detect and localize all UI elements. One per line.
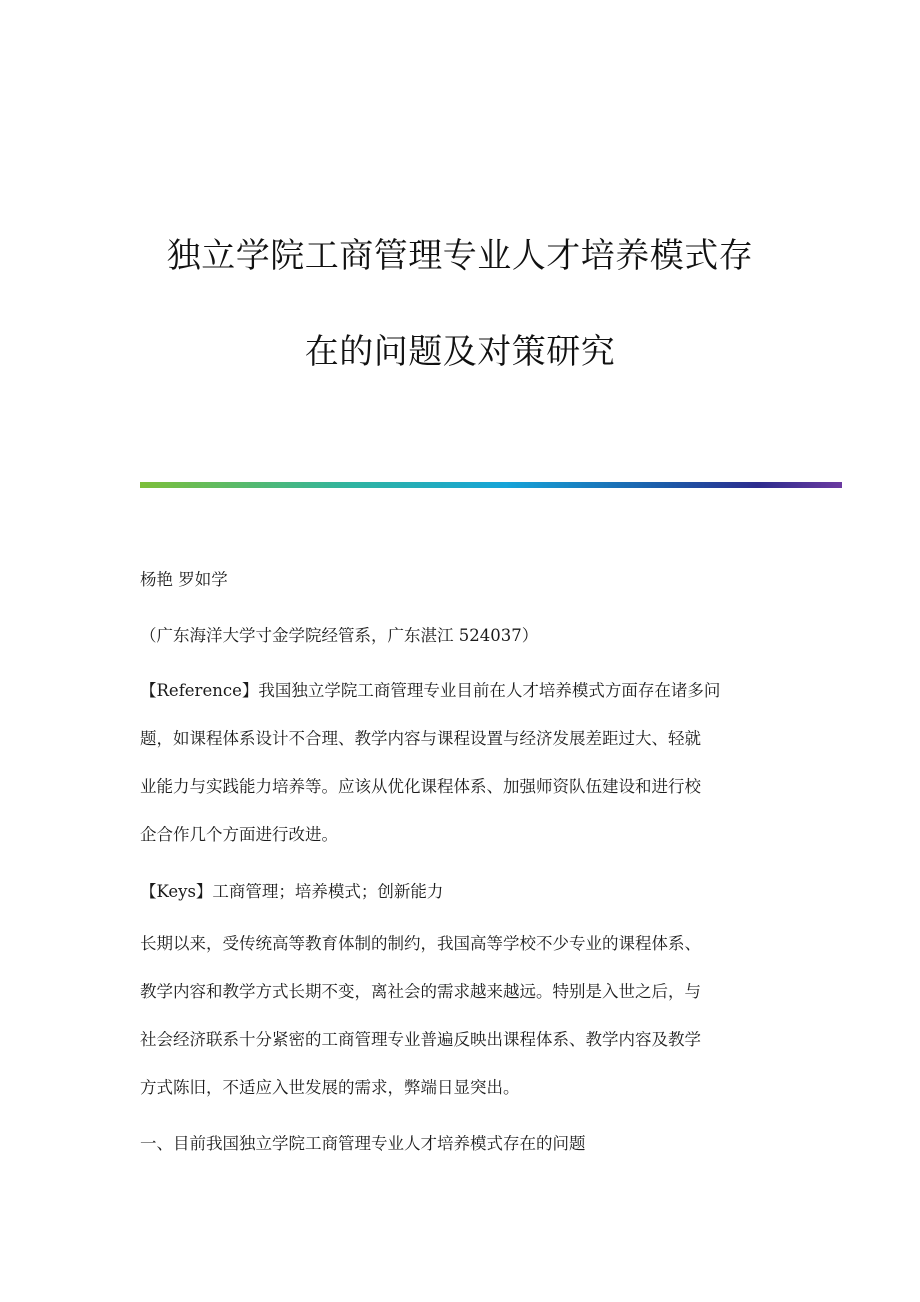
keywords: 【Keys】工商管理；培养模式；创新能力 [140, 882, 444, 901]
title-line-2: 在的问题及对策研究 [304, 332, 616, 372]
abstract-line: 企合作几个方面进行改进。 [140, 825, 338, 844]
abstract-line: 业能力与实践能力培养等。应该从优化课程体系、加强师资队伍建设和进行校 [140, 777, 701, 796]
abstract-line: 【Reference】我国独立学院工商管理专业目前在人才培养模式方面存在诸多问 [140, 681, 721, 700]
intro-line: 社会经济联系十分紧密的工商管理专业普遍反映出课程体系、教学内容及教学 [140, 1030, 701, 1049]
intro-paragraph [140, 920, 780, 1112]
intro-line: 长期以来，受传统高等教育体制的制约，我国高等学校不少专业的课程体系、 [140, 934, 701, 953]
abstract-paragraph [140, 667, 780, 859]
section-heading: 一、目前我国独立学院工商管理专业人才培养模式存在的问题 [140, 1134, 586, 1153]
abstract-line: 题，如课程体系设计不合理、教学内容与课程设置与经济发展差距过大、轻就 [140, 729, 701, 748]
intro-line: 方式陈旧，不适应入世发展的需求，弊端日显突出。 [140, 1078, 520, 1097]
title-line-1: 独立学院工商管理专业人才培养模式存 [166, 236, 754, 276]
document-title [140, 208, 780, 400]
intro-line: 教学内容和教学方式长期不变，离社会的需求越来越远。特别是入世之后，与 [140, 982, 701, 1001]
affiliation: （广东海洋大学寸金学院经管系，广东湛江 524037） [140, 626, 539, 645]
gradient-divider [140, 482, 842, 488]
authors: 杨艳 罗如学 [140, 570, 228, 589]
